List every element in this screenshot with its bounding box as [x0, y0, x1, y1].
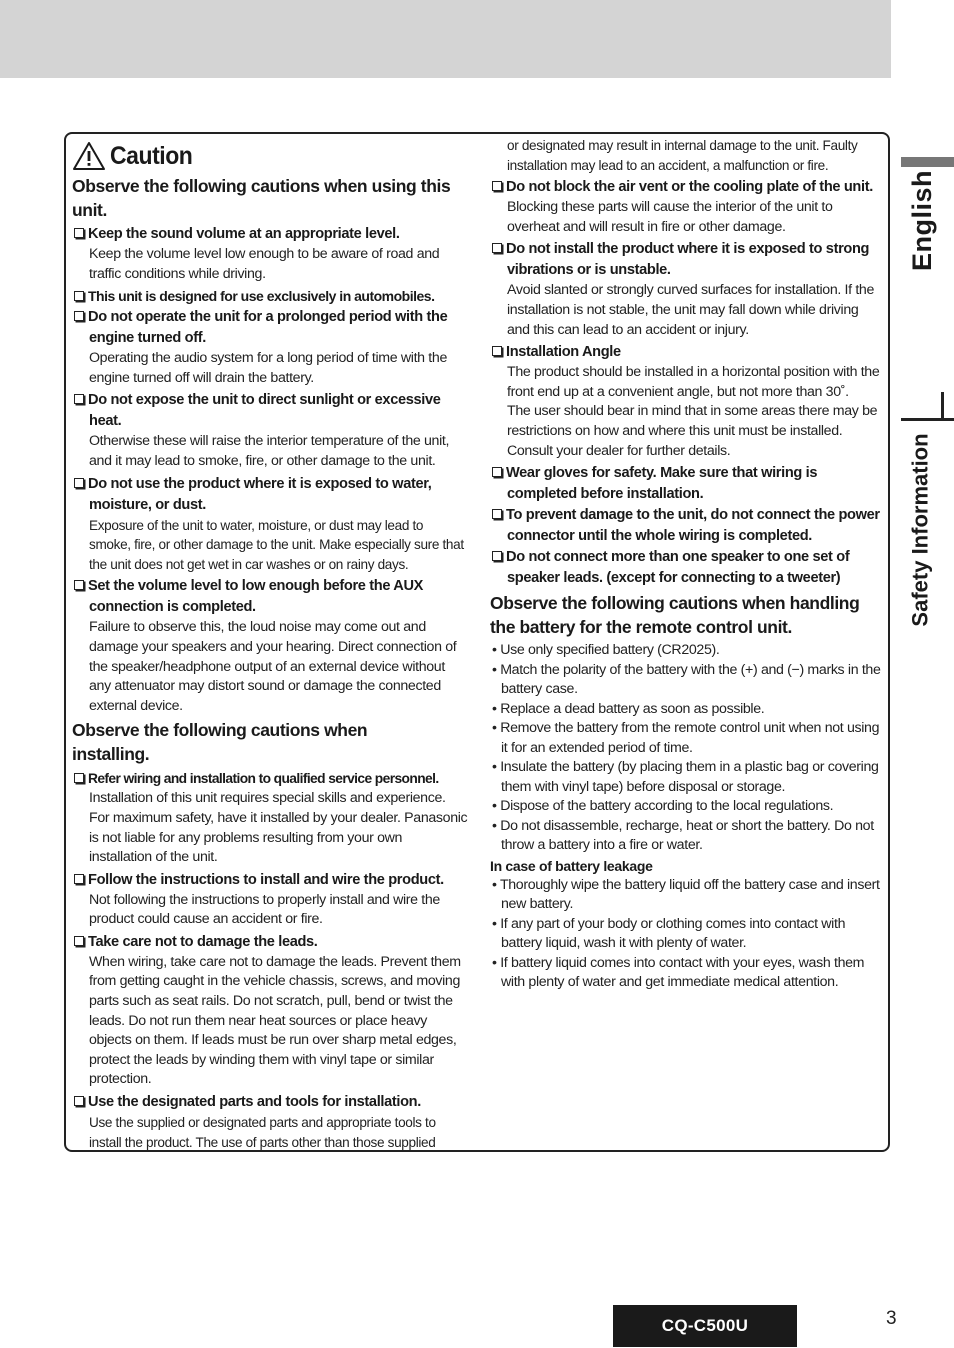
side-divider-vertical [941, 392, 944, 420]
item-heading: Installation Angle [490, 342, 884, 363]
left-column [72, 134, 468, 1154]
item-heading: Keep the sound volume at an appropriate level. [72, 224, 468, 245]
bullet-item: • Remove the battery from the remote control unit when not using it for an extended period of time. [492, 720, 880, 756]
item-heading: Do not connect more than one speaker to one set of speaker leads. (except for connecting to a tweeter) [490, 547, 884, 589]
right-column [490, 136, 884, 993]
item-heading: Refer wiring and installation to qualified service personnel. [72, 768, 468, 789]
caution-box [64, 132, 890, 1152]
item-body-continued: or designated may result in internal damage to the unit. Faulty installation may lead to an accident, a malfunction or fire. [507, 138, 858, 173]
item-heading: Do not expose the unit to direct sunlight or excessive heat. [72, 390, 468, 432]
item-body: The product should be installed in a horizontal position with the front end up at a convenient angle, but not more than 30˚. [507, 364, 880, 400]
item-heading: This unit is designed for use exclusively in automobiles. [72, 286, 468, 307]
checkbox-bullet-icon [492, 551, 502, 561]
item-body: Not following the instructions to properly install and wire the product could cause an accident or fire. [89, 891, 440, 928]
warning-triangle-icon [72, 141, 106, 171]
bullet-item: • If battery liquid comes into contact with your eyes, wash them with plenty of water and get immediate medical attention. [492, 954, 865, 991]
bullet-item: • Use only specified battery (CR2025). [492, 642, 720, 659]
checkbox-bullet-icon [74, 228, 84, 238]
item-body: Otherwise these will raise the interior temperature of the unit, and it may lead to smoke, fire, or other damage to the unit. [89, 433, 450, 469]
checkbox-bullet-icon [74, 394, 84, 404]
item-body: Operating the audio system for a long period of time with the engine turned off will drain the battery. [89, 350, 447, 386]
checkbox-bullet-icon [74, 478, 84, 488]
bullet-item: • Replace a dead battery as soon as possible. [492, 700, 765, 717]
item-body: Use the supplied or designated parts and appropriate tools to install the product. The use of parts other than those supplied [89, 1115, 436, 1150]
checkbox-bullet-icon [74, 773, 84, 783]
caution-header [72, 140, 468, 172]
item-body: Avoid slanted or strongly curved surfaces for installation. If the installation is not stable, the unit may fall down while driving and this can lead to an accident or injury. [507, 282, 874, 338]
checkbox-bullet-icon [492, 181, 502, 191]
checkbox-bullet-icon [74, 580, 84, 590]
top-gray-band [0, 0, 891, 78]
bullet-item: • Thoroughly wipe the battery liquid off the battery case and insert new battery. [492, 876, 880, 913]
model-badge: CQ-C500U [613, 1305, 797, 1347]
section-heading-using: Observe the following cautions when using this unit. [72, 176, 451, 220]
bullet-item: • Do not disassemble, recharge, heat or short the battery. Do not throw a battery into a fire or water. [492, 817, 874, 854]
item-body: Installation of this unit requires special skills and experience. For maximum safety, have it installed by your dealer. Panasonic is not liable for any problems resulting from your own installation of the unit. [89, 790, 468, 866]
bullet-item: • If any part of your body or clothing comes into contact with battery liquid, wash it with plenty of water. [492, 915, 846, 952]
item-heading: Do not operate the unit for a prolonged period with the engine turned off. [72, 307, 468, 349]
caution-title: Caution [110, 141, 193, 170]
item-heading: Set the volume level to low enough before the AUX connection is completed. [72, 576, 468, 618]
checkbox-bullet-icon [74, 936, 84, 946]
item-body: Blocking these parts will cause the interior of the unit to overheat and will result in fire or other damage. [507, 199, 833, 235]
checkbox-bullet-icon [492, 243, 502, 253]
checkbox-bullet-icon [74, 874, 84, 884]
side-tab-english: English [906, 169, 937, 271]
side-tab-bar [901, 157, 954, 167]
bullet-item: • Match the polarity of the battery with the (+) and (−) marks in the battery case. [492, 661, 881, 698]
checkbox-bullet-icon [74, 291, 84, 301]
bullet-item: • Dispose of the battery according to the local regulations. [492, 798, 834, 815]
item-heading: Use the designated parts and tools for installation. [72, 1092, 468, 1113]
checkbox-bullet-icon [492, 467, 502, 477]
item-heading: Do not use the product where it is exposed to water, moisture, or dust. [72, 474, 468, 516]
item-body: The user should bear in mind that in some areas there may be restrictions on how and where this unit must be installed. Consult your dealer for further details. [507, 403, 878, 459]
page-number: 3 [886, 1308, 897, 1329]
checkbox-bullet-icon [74, 311, 84, 321]
item-heading: Follow the instructions to install and wire the product. [72, 870, 468, 891]
checkbox-bullet-icon [492, 346, 502, 356]
item-body: When wiring, take care not to damage the leads. Prevent them from getting caught in the vehicle chassis, screws, and moving parts such as seat rails. Do not scratch, pull, bend or twist the leads. Do not run them near heat sources or place heavy objects on them. If leads must be run over sharp metal edges, protect the leads by winding them with vinyl tape or similar protection. [89, 953, 461, 1088]
item-body: Failure to observe this, the loud noise may come out and damage your speakers and your hearing. Direct connection of the speaker/headphone output of an external device without any attenuator may distort sound or damage the connected external device. [89, 619, 457, 714]
section-heading-installing: Observe the following cautions when installing. [72, 720, 368, 765]
section-heading-battery: Observe the following cautions when handling the battery for the remote control unit. [490, 593, 860, 638]
item-heading: To prevent damage to the unit, do not connect the power connector until the whole wiring is completed. [490, 505, 884, 547]
side-tab-section: Safety Information [908, 433, 934, 627]
item-heading: Do not block the air vent or the cooling plate of the unit. [490, 177, 884, 198]
item-body: Exposure of the unit to water, moisture, or dust may lead to smoke, fire, or other damage to the unit. Make especially sure that the unit does not get wet in car washes or on rainy days. [89, 517, 464, 572]
item-heading: Wear gloves for safety. Make sure that wiring is completed before installation. [490, 463, 884, 505]
bullet-item: • Insulate the battery (by placing them in a plastic bag or covering them with vinyl tape) before disposal or storage. [492, 759, 879, 795]
item-body: Keep the volume level low enough to be aware of road and traffic conditions while driving. [89, 246, 440, 282]
item-heading: Do not install the product where it is exposed to strong vibrations or is unstable. [490, 239, 884, 281]
checkbox-bullet-icon [492, 509, 502, 519]
item-heading: Take care not to damage the leads. [72, 932, 468, 953]
leakage-heading: In case of battery leakage [490, 857, 653, 874]
checkbox-bullet-icon [74, 1096, 84, 1106]
